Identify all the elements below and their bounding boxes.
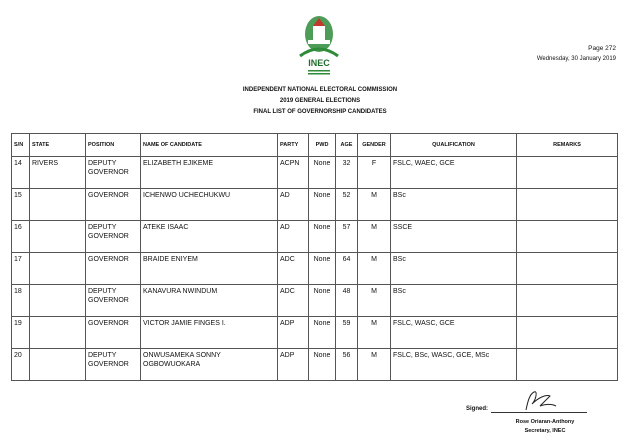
cell-state bbox=[30, 189, 86, 221]
table-row bbox=[12, 317, 618, 349]
col-name: NAME OF CANDIDATE bbox=[141, 134, 278, 157]
col-gender: GENDER bbox=[358, 134, 391, 157]
cell-qualification: FSLC, BSc, WASC, GCE, MSc bbox=[391, 349, 517, 381]
col-sn: S/N bbox=[12, 134, 30, 157]
cell-gender: M bbox=[358, 317, 391, 349]
table-row bbox=[12, 349, 618, 381]
cell-name: ATEKE ISAAC bbox=[141, 221, 278, 253]
cell-position: GOVERNOR bbox=[86, 189, 141, 221]
cell-position: GOVERNOR bbox=[86, 253, 141, 285]
signatory-name: Rose Oriaran-Anthony bbox=[515, 419, 575, 425]
election-title: 2019 GENERAL ELECTIONS bbox=[279, 98, 361, 104]
cell-party: ADC bbox=[278, 285, 309, 317]
cell-remarks bbox=[517, 317, 618, 349]
cell-remarks bbox=[517, 221, 618, 253]
list-title: FINAL LIST OF GOVERNORSHIP CANDIDATES bbox=[253, 109, 387, 115]
cell-position: DEPUTY GOVERNOR bbox=[86, 157, 141, 189]
cell-qualification: FSLC, WASC, GCE bbox=[391, 317, 517, 349]
cell-gender: M bbox=[358, 349, 391, 381]
cell-age: 64 bbox=[336, 253, 358, 285]
cell-name: ONWUSAMEKA SONNY OGBOWUOKARA bbox=[141, 349, 278, 381]
cell-state bbox=[30, 285, 86, 317]
cell-name: ICHENWO UCHECHUKWU bbox=[141, 189, 278, 221]
table-row bbox=[12, 157, 618, 189]
col-remarks: REMARKS bbox=[517, 134, 618, 157]
signature-line bbox=[491, 412, 587, 413]
document-titles bbox=[0, 85, 640, 118]
cell-party: ADC bbox=[278, 253, 309, 285]
cell-sn: 19 bbox=[12, 317, 30, 349]
cell-age: 52 bbox=[336, 189, 358, 221]
cell-sn: 15 bbox=[12, 189, 30, 221]
table-row bbox=[12, 221, 618, 253]
cell-gender: M bbox=[358, 253, 391, 285]
cell-remarks bbox=[517, 189, 618, 221]
cell-position: DEPUTY GOVERNOR bbox=[86, 285, 141, 317]
table-header-row bbox=[12, 134, 618, 157]
cell-name: VICTOR JAMIE FINGES I. bbox=[141, 317, 278, 349]
cell-remarks bbox=[517, 349, 618, 381]
cell-sn: 17 bbox=[12, 253, 30, 285]
cell-name: ELIZABETH EJIKEME bbox=[141, 157, 278, 189]
cell-qualification: BSc bbox=[391, 189, 517, 221]
cell-sn: 18 bbox=[12, 285, 30, 317]
org-title: INDEPENDENT NATIONAL ELECTORAL COMMISSION bbox=[242, 87, 398, 93]
signature-mark bbox=[520, 388, 560, 414]
cell-pwd: None bbox=[309, 349, 336, 381]
col-state: STATE bbox=[30, 134, 86, 157]
cell-pwd: None bbox=[309, 157, 336, 189]
cell-pwd: None bbox=[309, 317, 336, 349]
cell-qualification: BSc bbox=[391, 285, 517, 317]
cell-qualification: SSCE bbox=[391, 221, 517, 253]
page-meta bbox=[537, 44, 616, 64]
cell-position: GOVERNOR bbox=[86, 317, 141, 349]
cell-age: 57 bbox=[336, 221, 358, 253]
signed-label: Signed: bbox=[466, 406, 488, 412]
cell-remarks bbox=[517, 157, 618, 189]
cell-party: ACPN bbox=[278, 157, 309, 189]
cell-pwd: None bbox=[309, 189, 336, 221]
cell-age: 32 bbox=[336, 157, 358, 189]
page-number: Page 272 bbox=[588, 45, 616, 52]
col-qualification: QUALIFICATION bbox=[391, 134, 517, 157]
cell-remarks bbox=[517, 253, 618, 285]
cell-state bbox=[30, 253, 86, 285]
cell-qualification: FSLC, WAEC, GCE bbox=[391, 157, 517, 189]
cell-state bbox=[30, 349, 86, 381]
col-age: AGE bbox=[336, 134, 358, 157]
signatory-block bbox=[510, 418, 580, 436]
cell-position: DEPUTY GOVERNOR bbox=[86, 349, 141, 381]
cell-state bbox=[30, 221, 86, 253]
col-pwd: PWD bbox=[309, 134, 336, 157]
cell-sn: 16 bbox=[12, 221, 30, 253]
cell-party: AD bbox=[278, 221, 309, 253]
signatory-title: Secretary, INEC bbox=[524, 428, 566, 434]
col-party: PARTY bbox=[278, 134, 309, 157]
cell-gender: F bbox=[358, 157, 391, 189]
table-row bbox=[12, 189, 618, 221]
cell-position: DEPUTY GOVERNOR bbox=[86, 221, 141, 253]
inec-logo bbox=[296, 12, 342, 78]
logo-text: INEC bbox=[308, 58, 330, 68]
cell-gender: M bbox=[358, 285, 391, 317]
cell-pwd: None bbox=[309, 221, 336, 253]
cell-age: 48 bbox=[336, 285, 358, 317]
cell-pwd: None bbox=[309, 253, 336, 285]
candidates-table bbox=[11, 133, 618, 381]
cell-sn: 14 bbox=[12, 157, 30, 189]
cell-remarks bbox=[517, 285, 618, 317]
cell-qualification: BSc bbox=[391, 253, 517, 285]
cell-state bbox=[30, 317, 86, 349]
cell-sn: 20 bbox=[12, 349, 30, 381]
cell-party: ADP bbox=[278, 349, 309, 381]
cell-party: AD bbox=[278, 189, 309, 221]
cell-gender: M bbox=[358, 189, 391, 221]
cell-pwd: None bbox=[309, 285, 336, 317]
document-date: Wednesday, 30 January 2019 bbox=[536, 56, 616, 62]
cell-gender: M bbox=[358, 221, 391, 253]
table-row bbox=[12, 285, 618, 317]
cell-name: KANAVURA NWINDUM bbox=[141, 285, 278, 317]
col-position: POSITION bbox=[86, 134, 141, 157]
cell-party: ADP bbox=[278, 317, 309, 349]
cell-age: 56 bbox=[336, 349, 358, 381]
cell-state: RIVERS bbox=[30, 157, 86, 189]
cell-name: BRAIDE ENIYEM bbox=[141, 253, 278, 285]
cell-age: 59 bbox=[336, 317, 358, 349]
table-row bbox=[12, 253, 618, 285]
